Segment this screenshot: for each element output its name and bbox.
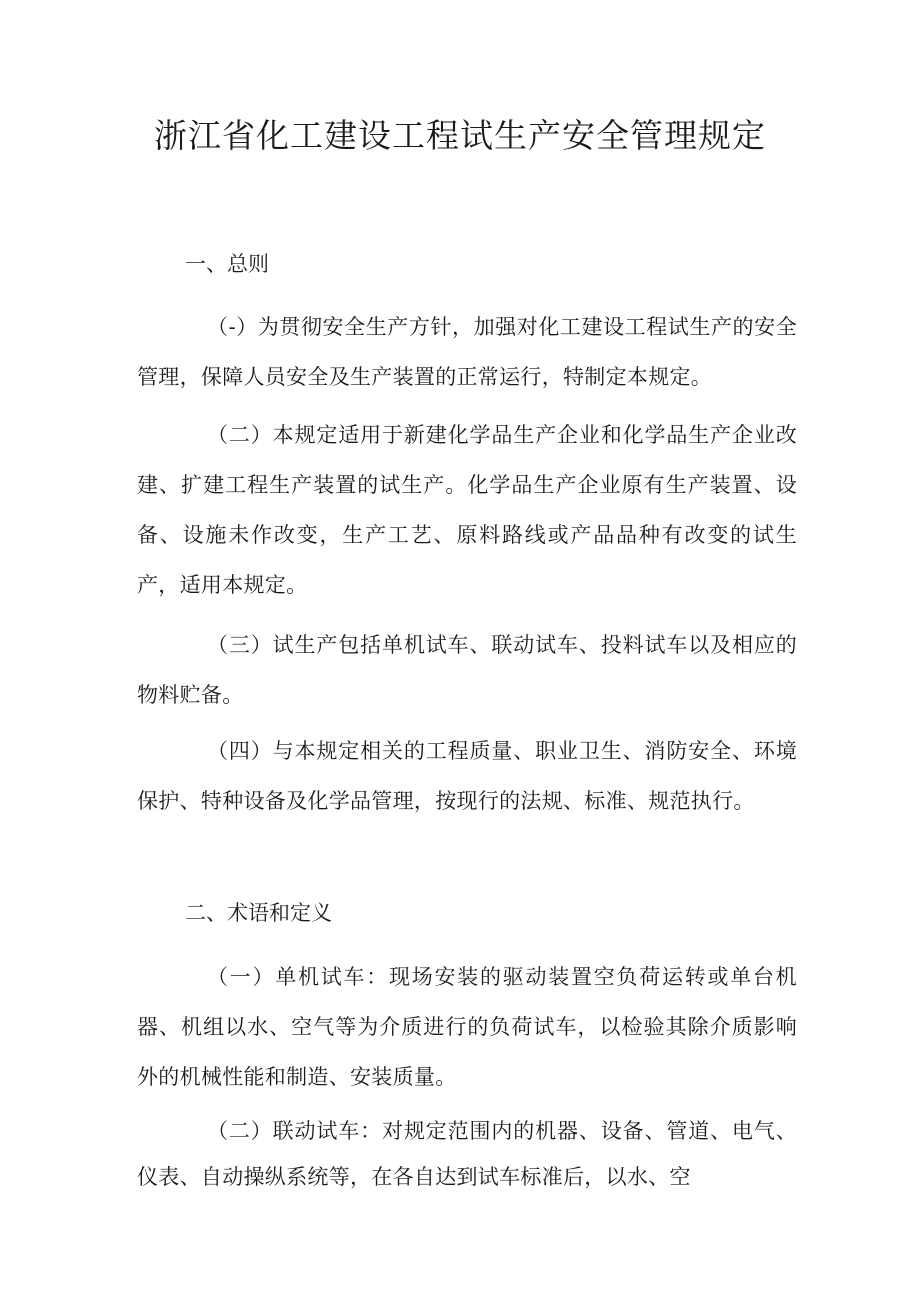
paragraph-2-1: （一）单机试车：现场安装的驱动装置空负荷运转或单台机器、机组以水、空气等为介质进行的负荷试车，以检验其除介质影响外的机械性能和制造、安装质量。	[137, 965, 797, 1089]
paragraph-1-3: （三）试生产包括单机试车、联动试车、投料试车以及相应的物料贮备。	[137, 633, 797, 707]
section-heading-general: 一、总则	[185, 252, 269, 276]
paragraph-2-2: （二）联动试车：对规定范围内的机器、设备、管道、电气、仪表、自动操纵系统等，在各自达到试车标准后，以水、空	[137, 1119, 797, 1189]
document-title: 浙江省化工建设工程试生产安全管理规定	[154, 116, 766, 155]
paragraph-1-1: （-）为贯彻安全生产方针，加强对化工建设工程试生产的安全管理，保障人员安全及生产装置的正常运行，特制定本规定。	[137, 315, 797, 389]
paragraph-1-2: （二）本规定适用于新建化学品生产企业和化学品生产企业改建、扩建工程生产装置的试生产。化学品生产企业原有生产装置、设备、设施未作改变，生产工艺、原料路线或产品品种有改变的试生产，适用本规定。	[137, 423, 797, 597]
section-heading-definitions: 二、术语和定义	[185, 901, 332, 925]
paragraph-1-4: （四）与本规定相关的工程质量、职业卫生、消防安全、环境保护、特种设备及化学品管理，按现行的法规、标准、规范执行。	[137, 739, 797, 813]
